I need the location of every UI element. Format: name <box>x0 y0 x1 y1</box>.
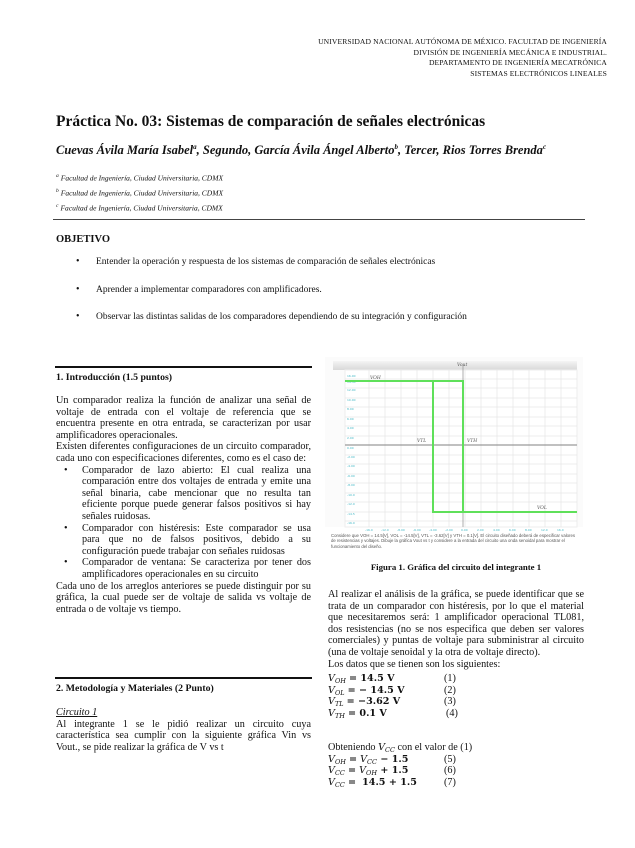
affiliation-sup: c <box>56 203 59 209</box>
eq-var: V <box>328 684 335 696</box>
vtl-label: VTL <box>417 439 427 444</box>
intro-paragraph: Cada uno de los arreglos anteriores se puede distinguir por su gráfica, la cual puede ser de voltaje de salida vs voltaje de entrada o de voltaje vs tiempo. <box>56 580 311 615</box>
eq-rhs: − 1.5 <box>377 753 409 765</box>
data-equations <box>328 673 498 719</box>
bullet-icon: • <box>64 464 68 476</box>
svg-text:8.00: 8.00 <box>525 528 532 532</box>
svg-text:-8.00: -8.00 <box>347 483 355 487</box>
x-tick-labels <box>365 528 564 532</box>
svg-text:14.50: 14.50 <box>347 380 356 384</box>
header-line: UNIVERSIDAD NACIONAL AUTÓNOMA DE MÉXICO. FACULTAD DE INGENIERÍA <box>318 37 607 46</box>
eq-var: V <box>328 673 335 684</box>
objective-item <box>56 256 576 284</box>
affiliation <box>56 200 223 215</box>
svg-text:10.00: 10.00 <box>347 398 356 402</box>
objective-item <box>56 311 576 339</box>
svg-text:12.00: 12.00 <box>347 388 356 392</box>
objective-item <box>56 284 576 312</box>
eq-number: (5) <box>444 753 456 765</box>
svg-text:0.00: 0.00 <box>347 446 354 450</box>
svg-text:-16.0: -16.0 <box>347 521 355 525</box>
section-rule <box>55 366 312 368</box>
vout-label: Vout <box>457 363 468 368</box>
intro-paragraph: Un comparador realiza la función de analizar una señal de voltaje de entrada con el voltaje de referencia que se encuentra presente en otra entrada, se caracterizan por usar amplificadores operacionales. <box>56 395 311 441</box>
objective-list <box>56 256 576 339</box>
eq-sub: OL <box>334 688 345 697</box>
equation-row <box>328 685 498 697</box>
svg-text:-12.0: -12.0 <box>381 528 389 532</box>
eq-number: (2) <box>444 684 456 696</box>
bullet-icon: • <box>64 522 68 534</box>
figure-caption: Figura 1. Gráfica del circuito del integrante 1 <box>370 562 542 572</box>
equation-row: $V_{CC} = 14.5 + 1.5$ (7) <box>328 776 456 789</box>
section-rule <box>55 677 312 679</box>
bullet-icon: • <box>76 283 80 295</box>
affiliation-sup: a <box>56 173 59 179</box>
objective-text: Observar las distintas salidas de los comparadores dependiendo de su integración y configuración <box>96 312 467 322</box>
bullet-icon: • <box>76 256 80 267</box>
eq-var: V <box>328 707 335 719</box>
comparator-text: Comparador de lazo abierto: El cual realiza una comparación entre dos voltajes de entrada y emite una señal binaria, cabe mencionar que no resulta tan eficiente porque puede generar falsos positivos si hay señales ruidosas. <box>82 464 311 522</box>
intro-paragraph: Existen diferentes configuraciones de un circuito comparador, cada uno con especificaciones diferentes, como es el caso de: <box>56 441 311 464</box>
header-line: DIVISIÓN DE INGENIERÍA MECÁNICA E INDUSTRIAL. <box>413 47 607 57</box>
comparator-text: Comparador con histéresis: Este comparador se usa para que no de falsos positivos, debido a su configuración puede trabajar con señales ruidosas <box>82 522 311 557</box>
svg-text:-8.00: -8.00 <box>397 528 405 532</box>
eq-var: V <box>378 742 386 753</box>
svg-text:-6.00: -6.00 <box>347 474 355 478</box>
svg-text:6.00: 6.00 <box>509 528 516 532</box>
equation-row <box>328 708 498 720</box>
header-line: SISTEMAS ELECTRÓNICOS LINEALES <box>470 68 607 78</box>
eq-var: V <box>328 753 335 765</box>
affiliation <box>56 170 223 185</box>
analysis-paragraph: Al realizar el análisis de la gráfica, se puede identificar que se trata de un comparador con histéresis, por lo que el material que necesitaremos será: 1 amplificador operacional TL081, dos resistencias (no se nos especifica que deben ser valores comerciales) y puntas de voltaje para subministrar al circuito (una de voltaje senoidal y la otra de voltaje directo). <box>328 589 584 658</box>
eq-rhs: = −3.62 V <box>346 696 401 708</box>
svg-text:4.00: 4.00 <box>347 426 354 430</box>
equation-row <box>328 673 498 685</box>
methods-heading: 2. Metodología y Materiales (2 Punto) <box>56 683 214 694</box>
vcc-intro <box>328 742 528 754</box>
eq-sub: CC <box>334 769 345 778</box>
hysteresis-chart <box>325 357 583 567</box>
text: Obteniendo <box>328 742 379 753</box>
author-sup: b <box>394 143 398 151</box>
hysteresis-figure <box>325 357 583 567</box>
eq-rhs: = 14.5 V <box>349 673 395 684</box>
svg-text:-4.00: -4.00 <box>347 464 355 468</box>
eq-var: V <box>328 776 335 788</box>
divider <box>53 219 585 220</box>
affiliation-text: Facultad de Ingeniería, Ciudad Universitaria, CDMX <box>60 173 224 183</box>
voh-label: VOH <box>370 376 381 381</box>
eq-number: (7) <box>444 776 456 788</box>
eq-rhs: = 0.1 V <box>348 707 387 719</box>
svg-text:4.00: 4.00 <box>493 528 500 532</box>
comparator-item <box>56 465 311 523</box>
figure-note: Considere que VOH = 14.5[V], VOL = -14.5[V], VTL = -3.62[V] y VTH = 0.1[V]. El circuito diseñado deberá de especificar valores de resistencias y voltajes. Dibuje la gráfica Vout vs t y considere a la entrada del circuito una onda senoidal para mostrar el funcionamiento del diseño. <box>331 533 576 549</box>
svg-text:-4.00: -4.00 <box>429 528 437 532</box>
equation-row <box>328 696 498 708</box>
svg-text:-10.0: -10.0 <box>347 493 355 497</box>
svg-text:8.00: 8.00 <box>347 407 354 411</box>
objective-text: Aprender a implementar comparadores con amplificadores. <box>96 284 322 295</box>
author-name: García Ávila Ángel Alberto <box>254 143 395 158</box>
svg-text:-6.00: -6.00 <box>413 528 421 532</box>
objective-text: Entender la operación y respuesta de los sistemas de comparación de señales electrónicas <box>96 257 436 267</box>
author-sup: c <box>542 143 547 151</box>
affiliation-text: Facultad de Ingeniería, Ciudad Universitaria, CDMX <box>60 188 224 198</box>
affiliations <box>56 170 223 215</box>
paper-title: Práctica No. 03: Sistemas de comparación de señales electrónicas <box>56 113 486 130</box>
objective-heading: OBJETIVO <box>56 234 111 245</box>
eq-rhs: + 1.5 <box>377 765 409 777</box>
analysis-paragraph: Los datos que se tienen son los siguientes: <box>328 658 501 670</box>
eq-sub: CC <box>367 757 377 766</box>
affiliation-sup: b <box>56 188 59 194</box>
bullet-icon: • <box>64 557 68 569</box>
vcc-equations <box>328 742 528 788</box>
eq-var: V <box>359 765 366 777</box>
vol-label: VOL <box>537 506 547 511</box>
intro-body <box>56 395 311 615</box>
svg-text:-12.0: -12.0 <box>347 502 355 506</box>
svg-text:-2.00: -2.00 <box>445 528 453 532</box>
author-sup: a <box>193 143 197 151</box>
text: con el valor de (1) <box>394 742 473 753</box>
eq-sub: OH <box>334 757 346 766</box>
svg-text:2.00: 2.00 <box>477 528 484 532</box>
svg-text:12.0: 12.0 <box>541 528 548 532</box>
methods-body <box>56 707 311 753</box>
svg-text:0.00: 0.00 <box>461 528 468 532</box>
author-separator: , Segundo, <box>196 143 255 158</box>
eq-var: V <box>360 753 368 765</box>
eq-sub: CC <box>334 780 345 789</box>
author-list <box>56 143 546 158</box>
comparator-item <box>56 557 311 580</box>
bullet-icon: • <box>76 311 80 322</box>
author-separator: , Tercer, <box>398 143 443 158</box>
header-line: DEPARTAMENTO DE INGENIERÍA MECATRÓNICA <box>428 58 607 67</box>
eq-rhs: 14.5 + 1.5 <box>362 776 417 788</box>
equation-row: $V_{OH} = V_{CC} - 1.5$ (5) <box>328 753 456 766</box>
vth-label: VTH <box>467 439 478 444</box>
intro-heading: 1. Introducción (1.5 puntos) <box>56 372 173 383</box>
institution-header <box>318 37 607 79</box>
eq-number: (3) <box>444 696 456 708</box>
svg-text:-16.0: -16.0 <box>365 528 373 532</box>
svg-text:16.0: 16.0 <box>557 528 564 532</box>
affiliation <box>56 185 223 200</box>
svg-text:16.00: 16.00 <box>347 374 356 378</box>
eq-number: (6) <box>444 765 456 777</box>
comparator-text: Comparador de ventana: Se caracteriza por tener dos amplificadores operacionales en su circuito <box>82 557 311 580</box>
eq-var: V <box>328 696 335 708</box>
eq-number: (4) <box>446 707 458 719</box>
eq-sub: CC <box>385 746 395 754</box>
analysis-body <box>328 589 584 670</box>
eq-sub: TH <box>334 711 345 720</box>
svg-text:-14.5: -14.5 <box>347 512 355 516</box>
eq-var: V <box>328 765 335 777</box>
svg-text:6.00: 6.00 <box>347 417 354 421</box>
author-name: Rios Torres Brenda <box>442 143 543 158</box>
comparator-list <box>56 465 311 581</box>
eq-sub: TL <box>334 700 344 709</box>
methods-paragraph: Al integrante 1 se le pidió realizar un circuito cuya característica sea cumplir con la siguiente gráfica Vin vs Vout., se pide realizar la gráfica de V vs t <box>56 718 311 753</box>
equation-row: $V_{CC} = V_{OH} + 1.5$ (6) <box>328 765 456 778</box>
eq-sub: OH <box>366 769 377 778</box>
eq-number: (1) <box>444 673 456 684</box>
author-name: Cuevas Ávila María Isabel <box>56 143 194 158</box>
circuit-subheading: Circuito 1 <box>56 707 98 718</box>
svg-text:-2.00: -2.00 <box>347 455 355 459</box>
eq-rhs: = − 14.5 V <box>347 684 405 696</box>
svg-text:2.00: 2.00 <box>347 436 354 440</box>
eq-sub: OH <box>334 677 346 685</box>
comparator-item <box>56 523 311 558</box>
affiliation-text: Facultad de Ingeniería, Ciudad Universitaria, CDMX <box>60 203 223 213</box>
